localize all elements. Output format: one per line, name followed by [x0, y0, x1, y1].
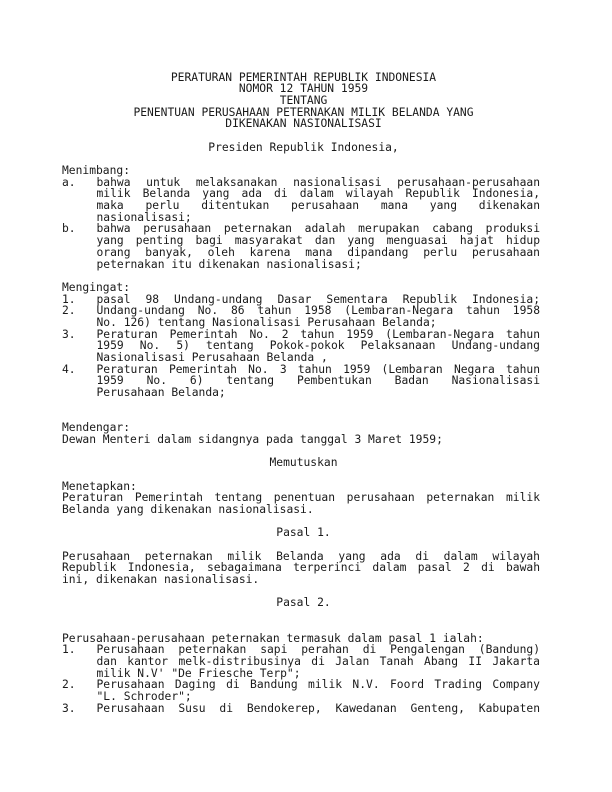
text-line — [62, 691, 540, 703]
text-line — [62, 200, 540, 212]
line-text: NOMOR 12 TAHUN 1959 — [238, 82, 369, 96]
line-text: Mengingat: — [62, 280, 131, 294]
line-text: Dewan Menteri dalam sidangnya pada tanggal 3 Maret 1959; — [62, 432, 443, 446]
text-line — [62, 574, 540, 586]
text-line — [62, 165, 540, 177]
line-text: "L. Schroder"; — [96, 689, 192, 703]
list-marker: 1. — [62, 643, 76, 657]
line-text: Peraturan Pemerintah No. 2 tahun 1959 (Lembaran-Negara tahun — [96, 327, 540, 341]
line-text: ini, dikenakan nasionalisasi. — [62, 573, 260, 587]
list-marker: b. — [62, 222, 76, 236]
line-text: pasal 98 Undang-undang Dasar Sementara Republik Indonesia; — [96, 292, 540, 306]
line-text: 1959 No. 5) tentang Pokok-pokok Pelaksanaan Undang-undang — [96, 339, 540, 353]
line-text: 1959 No. 6) tentang Pembentukan Badan Nasionalisasi — [96, 374, 540, 388]
line-text: Peraturan Pemerintah No. 3 tahun 1959 (Lembaran Negara tahun — [96, 362, 540, 376]
line-text: Menetapkan: — [62, 479, 137, 493]
centered-line — [62, 118, 540, 130]
text-line — [62, 504, 540, 516]
list-item-line — [62, 703, 540, 715]
line-text: bahwa perusahaan peternakan adalah merupakan cabang produksi — [96, 222, 540, 236]
line-text: Perusahaan-perusahaan peternakan termasuk dalam pasal 1 ialah: — [62, 631, 484, 645]
blank-line — [62, 399, 540, 411]
text-line — [62, 247, 540, 259]
line-text: milik N.V' "De Friesche Terp"; — [96, 666, 301, 680]
line-text: peternakan itu dikenakan nasionalisasi; — [96, 257, 362, 271]
line-text: dan kantor melk-distribusinya di Jalan Tanah Abang II Jakarta — [96, 654, 540, 668]
line-text: Perusahaan Daging di Bandung milik N.V. Foord Trading Company — [96, 678, 540, 692]
list-marker: 3. — [62, 701, 76, 715]
line-text: nasionalisasi; — [96, 210, 192, 224]
line-text: milik Belanda yang ada di dalam wilayah Republik Indonesia, — [96, 187, 540, 201]
blank-line — [62, 609, 540, 621]
blank-line — [62, 153, 540, 165]
line-text: orang banyak, oleh karena mana dipandang perlu perusahaan — [96, 245, 540, 259]
centered-line — [62, 95, 540, 107]
line-text: Memutuskan — [269, 456, 338, 470]
line-text: Mendengar: — [62, 421, 131, 435]
centered-line — [62, 527, 540, 539]
line-text: TENTANG — [279, 93, 328, 107]
list-marker: 2. — [62, 678, 76, 692]
list-marker: 4. — [62, 362, 76, 376]
blank-line — [62, 270, 540, 282]
line-text: Presiden Republik Indonesia, — [208, 140, 399, 154]
text-line — [62, 282, 540, 294]
text-line — [62, 434, 540, 446]
line-text: Perusahaan Belanda; — [96, 386, 226, 400]
list-marker: 2. — [62, 304, 76, 318]
text-line — [62, 387, 540, 399]
line-text: Perusahaan peternakan sapi perahan di Pengalengan (Bandung) — [96, 643, 540, 657]
blank-line — [62, 130, 540, 142]
blank-line — [62, 621, 540, 633]
line-text: DIKENAKAN NASIONALISASI — [225, 117, 382, 131]
centered-line — [62, 142, 540, 154]
line-text: bahwa untuk melaksanakan nasionalisasi perusahaan-perusahaan — [96, 175, 540, 189]
text-line — [62, 259, 540, 271]
line-text: PERATURAN PEMERINTAH REPUBLIK INDONESIA — [170, 70, 437, 84]
line-text: Menimbang: — [62, 164, 131, 177]
line-text: Peraturan Pemerintah tentang penentuan perusahaan peternakan milik — [62, 491, 540, 505]
line-text: Belanda yang dikenakan nasionalisasi. — [62, 502, 314, 516]
text-line — [62, 656, 540, 668]
line-text: Perusahaan Susu di Bendokerep, Kawedanan Genteng, Kabupaten — [96, 701, 540, 715]
line-text: Undang-undang No. 86 tahun 1958 (Lembaran-Negara tahun 1958 — [96, 304, 540, 318]
list-marker: a. — [62, 175, 76, 189]
blank-line — [62, 539, 540, 551]
text-line — [62, 352, 540, 364]
centered-line — [62, 457, 540, 469]
line-text: PENENTUAN PERUSAHAAN PETERNAKAN MILIK BELANDA YANG — [133, 105, 474, 119]
list-marker: 1. — [62, 292, 76, 306]
text-line — [62, 317, 540, 329]
line-text: yang penting bagi masyarakat dan yang menguasai hajat hidup — [96, 234, 540, 248]
blank-line — [62, 469, 540, 481]
line-text: Pasal 1. — [276, 526, 331, 540]
line-text: Nasionalisasi Perusahaan Belanda , — [96, 351, 328, 364]
centered-line — [62, 597, 540, 609]
list-marker: 3. — [62, 327, 76, 341]
line-text: No. 126) tentang Nasionalisasi Perusahaan Belanda; — [96, 315, 437, 329]
regulation-document — [62, 72, 540, 715]
line-text: Perusahaan peternakan milik Belanda yang ada di dalam wilayah — [62, 549, 540, 563]
line-text: maka perlu ditentukan perusahaan mana yang dikenakan — [96, 199, 540, 213]
blank-line — [62, 410, 540, 422]
line-text: Pasal 2. — [276, 596, 331, 610]
line-text: Republik Indonesia, sebagaimana terperinci dalam pasal 2 di bawah — [62, 561, 540, 575]
